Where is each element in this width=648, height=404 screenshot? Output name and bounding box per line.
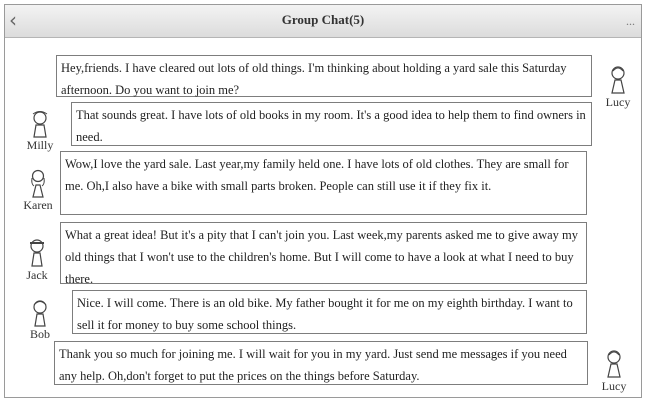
avatar-icon: [29, 299, 51, 327]
chat-window: [4, 4, 642, 398]
message-text: That sounds great. I have lots of old books in my room. It's a good idea to help them to find owners in need.: [76, 108, 586, 144]
sender-name: Bob: [29, 327, 50, 341]
sender-name: Jack: [26, 268, 48, 282]
message-bubble: [60, 222, 587, 284]
message-bubble: [54, 341, 588, 385]
message-text: Wow,I love the yard sale. Last year,my family held one. I have lots of old clothes. They are small for me. Oh,I also have a bike with small parts broken. People can still use it if they fix it.: [65, 157, 569, 193]
message-text: Thank you so much for joining me. I will wait for you in my yard. Just send me messages if you need any help. Oh,don't forget to put the prices on the things before Saturday.: [59, 347, 567, 383]
sender-name: Lucy: [601, 379, 627, 393]
message-text: What a great idea! But it's a pity that I can't join you. Last week,my parents asked me to give away my old things that I won't use to the children's home. But I will come to have a look at what I need to buy there.: [65, 228, 579, 286]
chat-title: Group Chat(5): [281, 12, 365, 27]
back-arrow-icon[interactable]: ‹: [9, 8, 17, 32]
message-text: Nice. I will come. There is an old bike. My father bought it for me on my eighth birthday. I want to sell it for money to buy some school things.: [77, 296, 573, 332]
sender-bob: [22, 299, 58, 341]
sender-jack: [18, 238, 56, 282]
sender-name: Lucy: [605, 95, 631, 109]
message-bubble: [72, 290, 587, 334]
avatar-icon: [607, 65, 629, 95]
message-text: Hey,friends. I have cleared out lots of old things. I'm thinking about holding a yard sale this Saturday afternoon. Do you want to join me?: [61, 61, 567, 97]
title-bar: [5, 5, 641, 38]
more-options-icon[interactable]: ...: [626, 14, 635, 28]
sender-karen: [17, 168, 59, 212]
sender-lucy: [599, 65, 637, 109]
sender-name: Karen: [23, 198, 53, 212]
avatar-icon: [28, 110, 52, 138]
sender-milly: [20, 110, 60, 152]
message-bubble: [60, 151, 587, 215]
avatar-icon: [27, 168, 49, 198]
avatar-icon: [26, 238, 48, 268]
message-bubble: [71, 102, 592, 146]
avatar-icon: [603, 349, 625, 379]
message-bubble: [56, 55, 592, 97]
sender-name: Milly: [26, 138, 54, 152]
sender-lucy: [595, 349, 633, 393]
